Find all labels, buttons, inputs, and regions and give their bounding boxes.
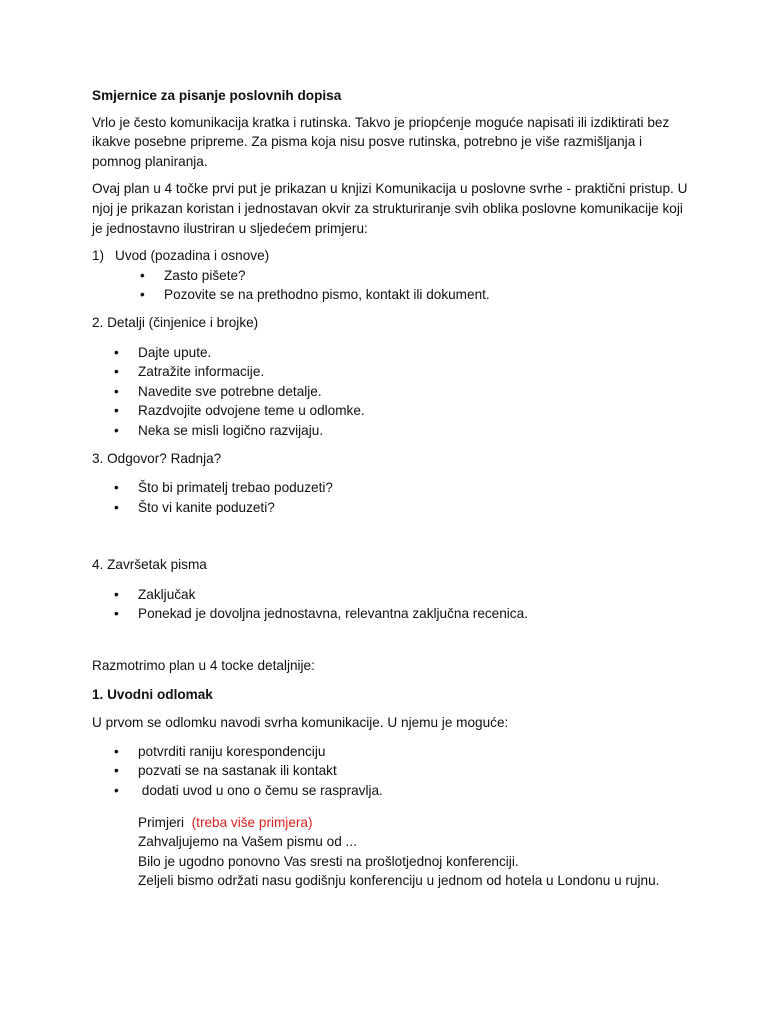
section-2-heading: 2. Detalji (činjenice i brojke) <box>92 314 259 330</box>
detail-1-text: U prvom se odlomku navodi svrha komunikacije. U njemu je moguće: <box>92 715 509 731</box>
example-line: Bilo je ugodno ponovno Vas sresti na prošlotjednoj konferenciji. <box>138 853 519 869</box>
section-1-heading <box>92 246 692 266</box>
section-1-number: 1) <box>92 248 105 264</box>
list-item: • Zaključak <box>138 585 692 605</box>
bullet-icon: • <box>114 403 119 419</box>
document-page <box>92 86 692 891</box>
detail-1-heading: 1. Uvodni odlomak <box>92 686 213 702</box>
examples-heading <box>138 813 692 833</box>
detail-1-list <box>114 742 692 801</box>
bullet-icon: • <box>114 480 119 496</box>
section-3-heading: 3. Odgovor? Radnja? <box>92 450 222 466</box>
bullet-icon: • <box>140 287 145 303</box>
section-1-title: Uvod (pozadina i osnove) <box>115 248 270 264</box>
section-2-list <box>114 343 692 441</box>
bullet-icon: • <box>114 422 119 438</box>
list-item: • Zasto pišete? <box>164 266 692 286</box>
bullet-icon: • <box>114 743 119 759</box>
bullet-icon: • <box>114 364 119 380</box>
bullet-icon: • <box>140 267 145 283</box>
list-item: • Pozovite se na prethodno pismo, kontakt ili dokument. <box>164 285 692 305</box>
list-item: • Navedite sve potrebne detalje. <box>138 382 692 402</box>
list-item: • dodati uvod u ono o čemu se raspravlja. <box>138 781 692 801</box>
bullet-icon: • <box>114 606 119 622</box>
example-line: Zeljeli bismo održati nasu godišnju konferenciju u jednom od hotela u Londonu u rujnu. <box>138 873 660 889</box>
list-item: • Neka se misli logično razvijaju. <box>138 421 692 441</box>
bullet-icon: • <box>114 763 119 779</box>
bullet-icon: • <box>114 383 119 399</box>
bullet-icon: • <box>114 499 119 515</box>
examples-note: (treba više primjera) <box>191 814 313 830</box>
list-item: • Zatražite informacije. <box>138 362 692 382</box>
intro-paragraph-2: Ovaj plan u 4 točke prvi put je prikazan u knjizi Komunikacija u poslovne svrhe - praktični pristup. U njoj je prikazan koristan i jednostavan okvir za strukturiranje svih oblika poslovne komunikacije koji je jednostavno ilustriran u sljedećem primjeru: <box>92 181 688 236</box>
bullet-icon: • <box>114 344 119 360</box>
section-3-list <box>114 478 692 517</box>
list-item: • potvrditi raniju korespondenciju <box>138 742 692 762</box>
section-4-heading: 4. Završetak pisma <box>92 557 207 573</box>
list-item: • pozvati se na sastanak ili kontakt <box>138 761 692 781</box>
section-1-list <box>140 266 692 305</box>
document-title: Smjernice za pisanje poslovnih dopisa <box>92 88 342 103</box>
list-item: • Dajte upute. <box>138 343 692 363</box>
list-item: • Ponekad je dovoljna jednostavna, relevantna zaključna recenica. <box>138 604 692 624</box>
bullet-icon: • <box>114 586 119 602</box>
section-4-list <box>114 585 692 624</box>
example-line: Zahvaljujemo na Vašem pismu od ... <box>138 834 357 850</box>
detail-intro: Razmotrimo plan u 4 tocke detaljnije: <box>92 658 315 674</box>
list-item: • Što vi kanite poduzeti? <box>138 498 692 518</box>
bullet-icon: • <box>114 783 119 799</box>
list-item: • Što bi primatelj trebao poduzeti? <box>138 478 692 498</box>
list-item: • Razdvojite odvojene teme u odlomke. <box>138 401 692 421</box>
intro-paragraph-1: Vrlo je često komunikacija kratka i rutinska. Takvo je priopćenje moguće napisati ili izdiktirati bez ikakve posebne pripreme. Za pisma koja nisu posve rutinska, potrebno je više razmišljanja i pomnog planiranja. <box>92 114 670 169</box>
examples-label: Primjeri <box>138 814 185 830</box>
examples-block <box>138 813 692 891</box>
